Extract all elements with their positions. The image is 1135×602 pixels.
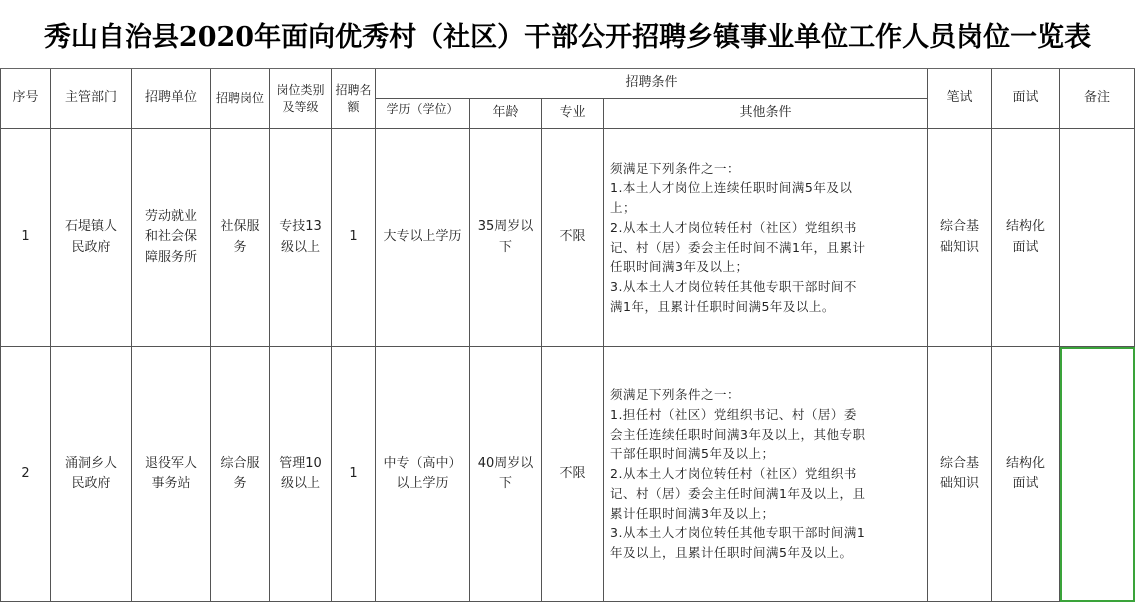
row1-written[interactable]: 综合基础知识 <box>928 129 992 347</box>
header-dept[interactable]: 主管部门 <box>51 69 132 129</box>
row1-other-line: 记、村（居）委会主任时间不满1年，且累计 <box>610 239 866 255</box>
row2-interview[interactable]: 结构化面试 <box>992 347 1060 602</box>
row1-other-line: 2.从本土人才岗位转任村（社区）党组织书 <box>610 219 857 235</box>
row1-other-line: 满1年，且累计任职时间满5年及以上。 <box>610 298 835 314</box>
row1-unit[interactable]: 劳动就业和社会保障服务所 <box>132 129 211 347</box>
row2-other-line: 2.从本土人才岗位转任村（社区）党组织书 <box>610 466 857 482</box>
header-age[interactable]: 年龄 <box>470 99 542 129</box>
row1-age[interactable]: 35周岁以下 <box>470 129 542 347</box>
row1-post-type[interactable]: 专技13级以上 <box>270 129 332 347</box>
header-unit[interactable]: 招聘单位 <box>132 69 211 129</box>
row1-education[interactable]: 大专以上学历 <box>376 129 470 347</box>
table-title: 秀山自治县2020年面向优秀村（社区）干部公开招聘乡镇事业单位工作人员岗位一览表 <box>43 21 1092 53</box>
row2-post[interactable]: 综合服务 <box>211 347 270 602</box>
row1-other[interactable] <box>604 129 928 347</box>
row1-remark[interactable] <box>1060 129 1135 347</box>
row1-dept[interactable]: 石堤镇人民政府 <box>51 129 132 347</box>
row1-other-line: 1.本土人才岗位上连续任职时间满5年及以 <box>610 180 853 196</box>
row2-dept[interactable]: 涌洞乡人民政府 <box>51 347 132 602</box>
row1-other-line: 3.从本土人才岗位转任其他专职干部时间不 <box>610 279 857 294</box>
row2-other-line: 年及以上，且累计任职时间满5年及以上。 <box>610 545 853 561</box>
header-major[interactable]: 专业 <box>542 99 604 129</box>
row2-other-line: 会主任连续任职时间满3年及以上，其他专职 <box>610 426 866 442</box>
row2-age[interactable]: 40周岁以下 <box>470 347 542 602</box>
row1-quota[interactable]: 1 <box>332 129 376 347</box>
row2-other-line: 须满足下列条件之一： <box>610 387 741 403</box>
row2-other-line: 记、村（居）委会主任时间满1年及以上，且 <box>610 485 866 501</box>
row2-other-line: 1.担任村（社区）党组织书记、村（居）委 <box>610 406 857 422</box>
row1-post[interactable]: 社保服务 <box>211 129 270 347</box>
row2-other-line: 3.从本土人才岗位转任其他专职干部时间满1 <box>610 525 866 541</box>
row2-other-lines <box>610 385 865 563</box>
header-education[interactable]: 学历（学位） <box>376 99 470 129</box>
row1-interview[interactable]: 结构化面试 <box>992 129 1060 347</box>
row2-other[interactable] <box>604 347 928 602</box>
row2-other-line: 干部任职时间满5年及以上； <box>610 446 775 462</box>
row2-other-line: 累计任职时间满3年及以上； <box>610 505 775 521</box>
row2-education[interactable]: 中专（高中）以上学历 <box>376 347 470 602</box>
row2-post-type[interactable]: 管理10级以上 <box>270 347 332 602</box>
row1-major[interactable]: 不限 <box>542 129 604 347</box>
row2-unit[interactable]: 退役军人事务站 <box>132 347 211 602</box>
header-seq[interactable]: 序号 <box>0 69 51 129</box>
row2-seq[interactable]: 2 <box>0 347 51 602</box>
row1-other-line: 须满足下列条件之一： <box>610 160 741 176</box>
row2-written[interactable]: 综合基础知识 <box>928 347 992 602</box>
header-conditions[interactable]: 招聘条件 <box>376 69 928 99</box>
header-post-type[interactable]: 岗位类别及等级 <box>270 69 332 129</box>
row2-major[interactable]: 不限 <box>542 347 604 602</box>
row1-seq[interactable]: 1 <box>0 129 51 347</box>
row2-quota[interactable]: 1 <box>332 347 376 602</box>
header-other[interactable]: 其他条件 <box>604 99 928 129</box>
header-interview[interactable]: 面试 <box>992 69 1060 129</box>
row1-other-line: 上； <box>610 200 637 215</box>
row1-other-line: 任职时间满3年及以上； <box>610 259 749 275</box>
header-post[interactable]: 招聘岗位 <box>211 69 270 129</box>
header-remark[interactable]: 备注 <box>1060 69 1135 129</box>
row2-remark-selected-cell[interactable] <box>1060 347 1135 602</box>
row1-other-lines <box>610 159 865 317</box>
header-written[interactable]: 笔试 <box>928 69 992 129</box>
header-quota[interactable]: 招聘名额 <box>332 69 376 129</box>
